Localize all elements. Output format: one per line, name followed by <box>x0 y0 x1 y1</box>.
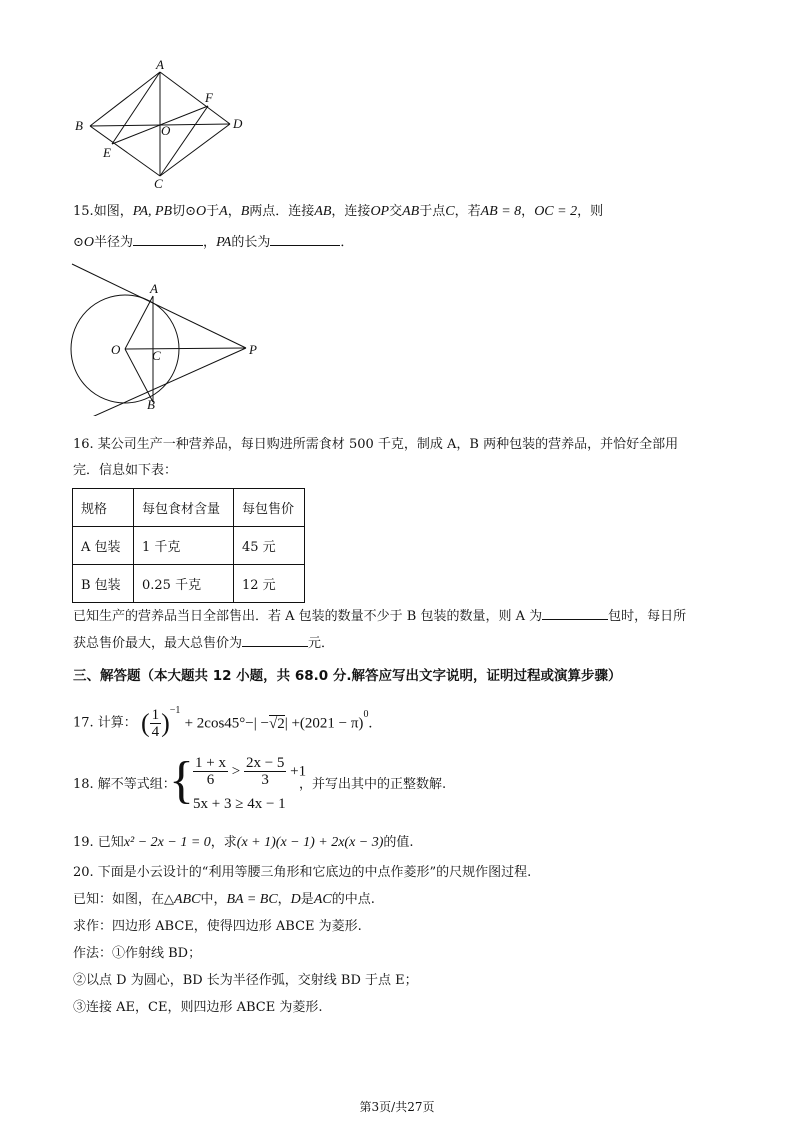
table-cell: 0.25 千克 <box>134 565 234 603</box>
label-C: C <box>154 176 163 191</box>
table-cell: 1 千克 <box>134 527 234 565</box>
q16-line2: 完．信息如下表： <box>73 463 178 478</box>
figure-circle-tangents <box>66 256 276 416</box>
q20-line6: ③连接 AE，CE，则四边形 ABCE 为菱形. <box>73 1000 323 1015</box>
label-A: A <box>150 281 158 296</box>
table-header-cell: 每包售价 <box>234 489 305 527</box>
q16-after-line1: 已知生产的营养品当日全部售出．若 A 包装的数量不少于 B 包装的数量，则 A 为 包时，每日所 <box>73 609 687 624</box>
table-row <box>73 527 305 565</box>
figure-rhombus <box>70 58 260 193</box>
q20-line2: 已知：如图，在△ABC中，BA = BC，D是AC的中点. <box>73 892 375 907</box>
table-cell: 45 元 <box>234 527 305 565</box>
label-P: P <box>249 342 257 357</box>
table-header-cell: 规格 <box>73 489 134 527</box>
label-B: B <box>147 397 155 412</box>
info-table <box>72 488 305 603</box>
table-row <box>73 565 305 603</box>
label-A: A <box>156 58 164 72</box>
answer-blank[interactable] <box>270 233 340 246</box>
q15-line2: ⊙O半径为 ，PA的长为 ． <box>73 235 354 250</box>
table-cell: A 包装 <box>73 527 134 565</box>
q17: 17. 计算： ( $\frac{1}{4}$ )$^{-1} + 2\cos 45^\circ-| -√2| +(2021 - \pi)^0$. <box>73 705 373 740</box>
q20-line5: ②以点 D 为圆心，BD 长为半径作弧，交射线 BD 于点 E； <box>73 973 418 988</box>
q19: 19. 已知x² − 2x − 1 = 0，求(x + 1)(x − 1) + 2x(x − 3)的值. <box>73 835 414 850</box>
q16-after-line2: 获总售价最大，最大总售价为 元． <box>73 636 335 651</box>
q15-line1: 15.如图，PA, PB切⊙O于A，B两点．连接AB，连接OP交AB于点C，若AB = 8，OC = 2，则 <box>73 204 604 219</box>
answer-blank[interactable] <box>542 607 608 620</box>
label-O: O <box>111 342 121 357</box>
label-O: O <box>161 123 171 138</box>
label-B: B <box>75 118 83 133</box>
page-footer: 第3页/共27页 <box>359 1100 435 1114</box>
table-cell: 12 元 <box>234 565 305 603</box>
answer-blank[interactable] <box>242 634 308 647</box>
table-header-cell: 每包食材含量 <box>134 489 234 527</box>
q16-line1: 16. 某公司生产一种营养品，每日购进所需食材 500 千克，制成 A，B 两种包装的营养品，并恰好全部用 <box>73 437 679 452</box>
q20-line3: 求作：四边形 ABCE，使得四边形 ABCE 为菱形. <box>73 919 362 934</box>
answer-blank[interactable] <box>133 233 203 246</box>
q20-line4: 作法：①作射线 BD； <box>73 946 202 961</box>
section-heading: 三、解答题（本大题共 12 小题，共 68.0 分.解答应写出文字说明，证明过程或演算步骤） <box>73 668 622 684</box>
table-header-row <box>73 489 305 527</box>
label-D: D <box>233 116 243 131</box>
label-F: F <box>205 90 213 105</box>
q20-line1: 20. 下面是小云设计的“利用等腰三角形和它底边的中点作菱形”的尺规作图过程. <box>73 865 532 880</box>
table-cell: B 包装 <box>73 565 134 603</box>
label-C: C <box>152 348 161 363</box>
label-E: E <box>103 145 111 160</box>
